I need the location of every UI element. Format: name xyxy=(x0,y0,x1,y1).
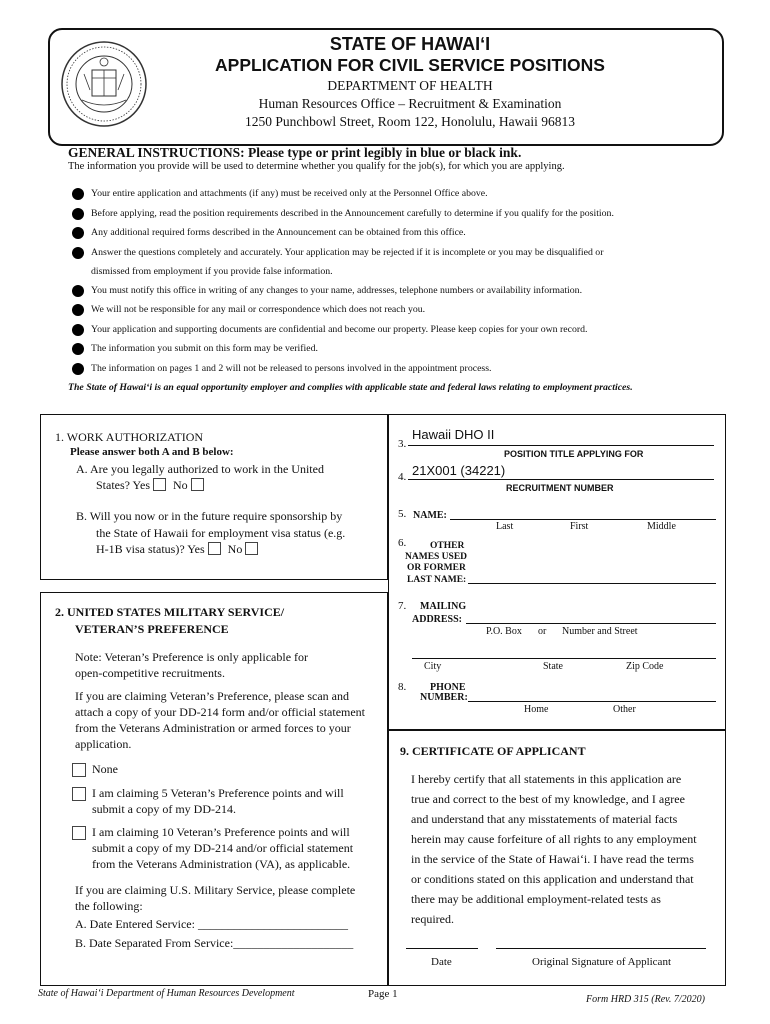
veteran-none-checkbox[interactable] xyxy=(72,763,86,777)
field-4-number: 4. xyxy=(398,471,407,483)
instruction-item: The information you submit on this form may be verified. xyxy=(91,343,318,354)
date-signature-line[interactable] xyxy=(406,948,478,949)
home-phone-label: Home xyxy=(524,704,549,715)
question-a-text: A. Are you legally authorized to work in the United xyxy=(76,462,324,476)
instruction-item: Your entire application and attachments (if any) must be received only at the Personnel Office above. xyxy=(91,188,488,199)
phone-label: PHONE xyxy=(430,682,466,693)
applicant-signature-line[interactable] xyxy=(496,948,706,949)
certificate-text: there may be additional employment-related tests as xyxy=(411,892,661,906)
bullet-icon xyxy=(72,304,84,316)
question-b-yes-checkbox[interactable] xyxy=(208,542,221,555)
veteran-10-points-label-cont: submit a copy of my DD-214 and/or official statement xyxy=(92,841,354,855)
phone-label: NUMBER: xyxy=(420,692,468,703)
street-label: Number and Street xyxy=(562,626,638,637)
first-name-label: First xyxy=(570,521,589,532)
position-title-line xyxy=(408,445,714,446)
bullet-icon xyxy=(72,343,84,355)
instructions-title: GENERAL INSTRUCTIONS: Please type or print legibly in blue or black ink. xyxy=(68,145,522,160)
question-b-text-cont: the State of Hawaii for employment visa status (e.g. xyxy=(96,526,346,540)
veteran-instructions: from the Veterans Administration or armed forces to your xyxy=(75,721,351,735)
instruction-item: You must notify this office in writing of any changes to your name, addresses, telephone numbers or availability information. xyxy=(91,285,583,296)
middle-name-label: Middle xyxy=(647,521,676,532)
po-box-label: P.O. Box xyxy=(486,626,522,637)
instruction-item-continued: dismissed from employment if you provide false information. xyxy=(91,266,333,277)
recruitment-number-value[interactable]: 21X001 (34221) xyxy=(412,463,506,478)
veteran-5-points-label: I am claiming 5 Veteran’s Preference points and will xyxy=(92,786,344,800)
state-seal-icon xyxy=(60,40,148,128)
bullet-icon xyxy=(72,324,84,336)
mailing-address-label: ADDRESS: xyxy=(412,614,463,625)
street-address-input-line[interactable] xyxy=(466,623,716,624)
certificate-text: I hereby certify that all statements in this application are xyxy=(411,772,682,786)
state-label: State xyxy=(543,661,563,672)
certificate-text: and understand that any misstatements of material facts xyxy=(411,812,678,826)
military-heading-cont: VETERAN’S PREFERENCE xyxy=(75,622,229,636)
recruitment-number-label: RECRUITMENT NUMBER xyxy=(506,483,614,493)
question-a-yes-checkbox[interactable] xyxy=(153,478,166,491)
certificate-text: true and correct to the best of my knowledge, and I agree xyxy=(411,792,685,806)
instruction-item: Before applying, read the position requirements described in the Announcement carefully to determine if you qualify for the position. xyxy=(91,208,614,219)
bullet-icon xyxy=(72,208,84,220)
office-address: 1250 Punchbowl Street, Room 122, Honolulu, Hawaii 96813 xyxy=(245,114,575,129)
last-name-label: Last xyxy=(496,521,514,532)
position-title-value[interactable]: Hawaii DHO II xyxy=(412,427,495,442)
instruction-item: Any additional required forms described in the Announcement can be obtained from this office. xyxy=(91,227,466,238)
other-names-label: OR FORMER xyxy=(407,563,466,573)
bullet-icon xyxy=(72,247,84,259)
date-separated-service-field[interactable]: B. Date Separated From Service:____________________ xyxy=(75,936,354,950)
recruitment-number-line xyxy=(408,479,714,480)
field-7-number: 7. xyxy=(398,600,407,612)
form-number: Form HRD 315 (Rev. 7/2020) xyxy=(586,994,705,1005)
other-names-label: OTHER xyxy=(430,541,465,551)
field-6-number: 6. xyxy=(398,537,407,549)
veteran-5-points-label-cont: submit a copy of my DD-214. xyxy=(92,802,236,816)
veteran-10-points-checkbox[interactable] xyxy=(72,826,86,840)
veteran-note-cont: open-competitive recruitments. xyxy=(75,666,225,680)
department-name: DEPARTMENT OF HEALTH xyxy=(327,78,493,93)
zip-label: Zip Code xyxy=(626,661,664,672)
question-b-options xyxy=(96,542,258,557)
bullet-icon xyxy=(72,363,84,375)
bullet-icon xyxy=(72,285,84,297)
office-name: Human Resources Office – Recruitment & Examination xyxy=(258,96,562,111)
work-auth-heading: 1. WORK AUTHORIZATION xyxy=(55,430,204,444)
signature-label: Original Signature of Applicant xyxy=(532,956,671,968)
city-label: City xyxy=(424,661,442,672)
veteran-instructions: application. xyxy=(75,737,132,751)
certificate-text: herein may cause forfeiture of all rights to any employment xyxy=(411,832,697,846)
veteran-instructions: attach a copy of your DD-214 form and/or official statement xyxy=(75,705,366,719)
eoe-statement: The State of Hawaiʻi is an equal opportunity employer and complies with applicable state and federal laws relating to employment practices. xyxy=(68,382,633,393)
certificate-text: in the service of the State of Hawaiʻi. I have read the terms xyxy=(411,852,694,866)
other-phone-label: Other xyxy=(613,704,636,715)
city-state-zip-input-line[interactable] xyxy=(412,658,716,659)
question-a-no-checkbox[interactable] xyxy=(191,478,204,491)
other-names-input-line[interactable] xyxy=(468,583,716,584)
question-b-text-end: H-1B visa status)? Yes xyxy=(96,542,205,556)
instruction-item: The information on pages 1 and 2 will not be released to persons involved in the appointment process. xyxy=(91,363,492,374)
position-title-label: POSITION TITLE APPLYING FOR xyxy=(504,449,644,459)
veteran-instructions: If you are claiming Veteran’s Preference, please scan and xyxy=(75,689,349,703)
name-label: NAME: xyxy=(413,510,447,521)
military-heading: 2. UNITED STATES MILITARY SERVICE/ xyxy=(55,605,285,619)
other-names-label: NAMES USED xyxy=(405,552,468,562)
other-names-label: LAST NAME: xyxy=(407,575,467,585)
field-3-number: 3. xyxy=(398,438,407,450)
page-number: Page 1 xyxy=(368,988,398,1000)
certificate-text: or conditions stated on this application and understand that xyxy=(411,872,694,886)
no-label: No xyxy=(227,542,243,556)
veteran-10-points-label-cont: from the Veterans Administration (VA), as applicable. xyxy=(92,857,351,871)
no-label: No xyxy=(173,478,188,492)
bullet-icon xyxy=(72,188,84,200)
date-entered-service-field[interactable]: A. Date Entered Service: _________________________ xyxy=(75,917,348,931)
form-title-state: STATE OF HAWAIʻI xyxy=(329,34,491,54)
name-input-line[interactable] xyxy=(450,519,716,520)
veteran-note: Note: Veteran’s Preference is only applicable for xyxy=(75,650,309,664)
mailing-address-label: MAILING xyxy=(420,601,467,612)
veteran-none-label: None xyxy=(92,762,118,776)
field-8-number: 8. xyxy=(398,681,407,693)
veteran-10-points-label: I am claiming 10 Veteran’s Preference points and will xyxy=(92,825,350,839)
veteran-5-points-checkbox[interactable] xyxy=(72,787,86,801)
bullet-icon xyxy=(72,227,84,239)
field-5-number: 5. xyxy=(398,508,407,520)
or-label: or xyxy=(538,626,547,637)
certificate-heading: 9. CERTIFICATE OF APPLICANT xyxy=(400,744,586,758)
date-label: Date xyxy=(431,956,452,968)
question-a-text-cont: States? Yes xyxy=(96,478,151,492)
question-b-text: B. Will you now or in the future require sponsorship by xyxy=(76,509,343,523)
question-b-no-checkbox[interactable] xyxy=(245,542,258,555)
instructions-subtitle: The information you provide will be used to determine whether you qualify for the job(s), for which you are applying. xyxy=(68,161,565,172)
instruction-item: We will not be responsible for any mail or correspondence which does not reach you. xyxy=(91,304,426,315)
phone-input-line[interactable] xyxy=(468,701,716,702)
work-auth-subheading: Please answer both A and B below: xyxy=(70,446,234,458)
certificate-text: required. xyxy=(411,912,454,926)
question-a-options xyxy=(96,478,204,493)
instruction-item: Answer the questions completely and accurately. Your application may be rejected if it is incomplete or you may be disqualified or xyxy=(91,247,604,258)
footer-agency: State of Hawaiʻi Department of Human Resources Development xyxy=(38,988,295,999)
military-service-instructions: If you are claiming U.S. Military Service, please complete xyxy=(75,883,356,897)
form-title: APPLICATION FOR CIVIL SERVICE POSITIONS xyxy=(215,55,605,75)
instruction-item: Your application and supporting documents are confidential and become our property. Please keep copies for your own record. xyxy=(91,324,588,335)
military-service-instructions-cont: the following: xyxy=(75,899,143,913)
